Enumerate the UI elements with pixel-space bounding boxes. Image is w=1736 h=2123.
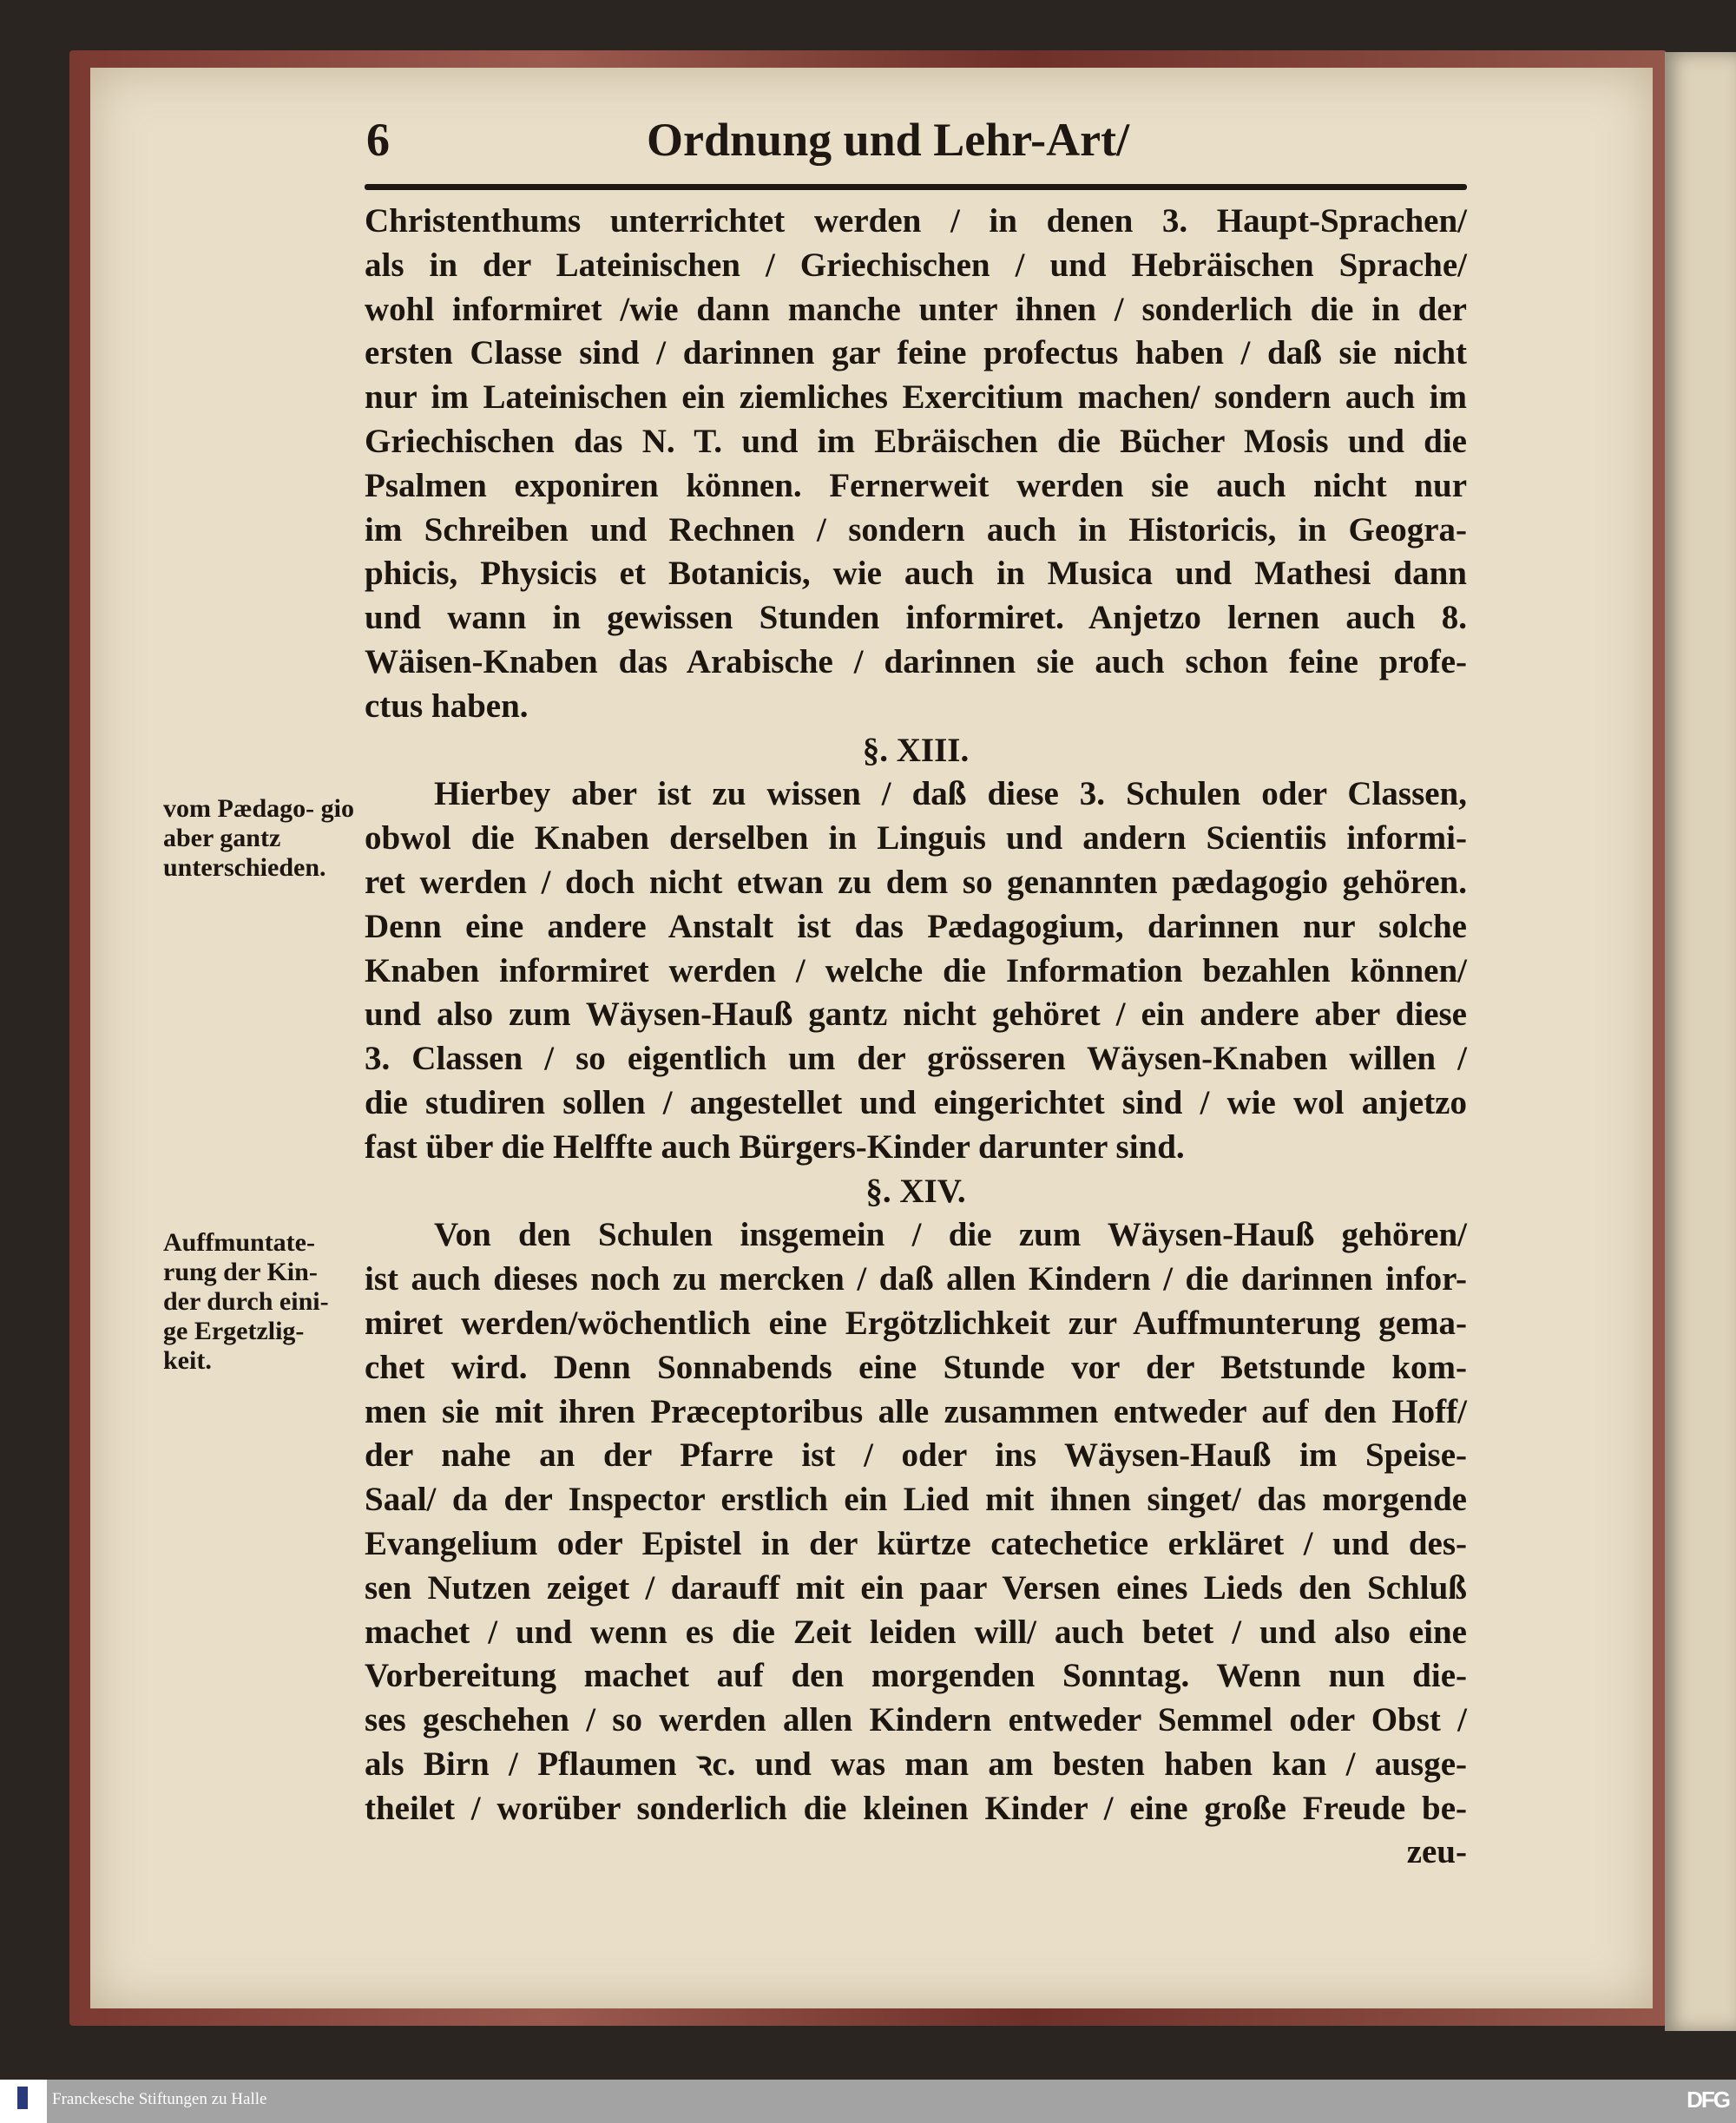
footer-bar [0,2080,1736,2123]
header-rule [365,184,1467,190]
text-line: chet wird. Denn Sonnabends eine Stunde vor der Betstunde kom- [365,1348,1467,1386]
text-line: 3. Classen / so eigentlich um der grösseren Wäysen-Knaben willen / [365,1040,1467,1078]
text-line: Vorbereitung machet auf den morgenden Sonntag. Wenn nun die- [365,1657,1467,1695]
text-line: wohl informiret /wie dann manche unter ihnen / sonderlich die in der [365,290,1467,328]
text-line: §. XIV. [865,1172,966,1210]
text-line: ist auch dieses noch zu mercken / daß allen Kindern / die darinnen infor- [365,1260,1467,1298]
text-line: Saal/ da der Inspector erstlich ein Lied mit ihnen singet/ das morgende [365,1481,1467,1519]
text-line: theilet / worüber sonderlich die kleinen Kinder / eine große Freude be- [365,1789,1467,1827]
running-title: Ordnung und Lehr-Art/ [647,114,1130,166]
main-text [365,200,1467,1875]
text-line: phicis, Physicis et Botanicis, wie auch in Musica und Mathesi dann [365,555,1467,593]
text-line: nur im Lateinischen ein ziemliches Exercitium machen/ sondern auch im [365,378,1467,417]
text-line: im Schreiben und Rechnen / sondern auch in Historicis, in Geogra- [365,510,1467,549]
text-line: sen Nutzen zeiget / darauff mit ein paar Versen eines Lieds den Schluß [365,1568,1467,1607]
text-line: fast über die Helffte auch Bürgers-Kinder darunter sind. [365,1127,1185,1166]
text-line: machet / und wenn es die Zeit leiden will/ auch betet / und also eine [365,1613,1467,1651]
text-line: Wäisen-Knaben das Arabische / darinnen sie auch schon feine profe- [365,642,1467,680]
dfg-logo: DFG [1687,2087,1729,2113]
text-line: und wann in gewissen Stunden informiret. Anjetzo lernen auch 8. [365,599,1467,637]
text-line: als in der Lateinischen / Griechischen / und Hebräischen Sprache/ [365,246,1467,284]
text-line: und also zum Wäysen-Hauß gantz nicht gehöret / ein andere aber diese [365,996,1467,1034]
margin-note: vom Pædago- gio aber gantz unterschieden. [163,794,354,882]
text-line: die studiren sollen / angestellet und eingerichtet sind / wie wol anjetzo [365,1083,1467,1121]
text-line: als Birn / Pflaumen ꝛc. und was man am besten haben kan / ausge- [365,1745,1467,1783]
text-line: ctus haben. [365,687,529,725]
text-line: Psalmen exponiren können. Fernerweit werden sie auch nicht nur [365,466,1467,504]
next-page-edge [1665,52,1736,2031]
text-line: Christenthums unterrichtet werden / in denen 3. Haupt-Sprachen/ [365,202,1467,240]
text-line: Hierbey aber ist zu wissen / daß diese 3. Schulen oder Classen, [434,775,1467,813]
margin-note: Auffmuntate- rung der Kin- der durch eini- ge Ergetzlig- keit. [163,1228,329,1375]
institution-logo-icon [0,2080,47,2123]
text-line: zeu- [1406,1833,1467,1871]
text-line: Denn eine andere Anstalt ist das Pædagogium, darinnen nur solche [365,907,1467,945]
institution-name: Franckesche Stiftungen zu Halle [52,2090,267,2108]
page-number: 6 [366,114,390,166]
text-line: der nahe an der Pfarre ist / oder ins Wäysen-Hauß im Speise- [365,1436,1467,1475]
text-line: Knaben informiret werden / welche die Information bezahlen können/ [365,951,1467,989]
text-line: ersten Classe sind / darinnen gar feine profectus haben / daß sie nicht [365,334,1467,372]
text-line: §. XIII. [862,731,970,769]
text-line: men sie mit ihren Præceptoribus alle zusammen entweder auf den Hoff/ [365,1392,1467,1430]
text-line: Von den Schulen insgemein / die zum Wäysen-Hauß gehören/ [434,1216,1467,1254]
text-line: ret werden / doch nicht etwan zu dem so genannten pædagogio gehören. [365,863,1467,901]
text-line: Evangelium oder Epistel in der kürtze catechetice erkläret / und des- [365,1524,1467,1562]
text-line: Griechischen das N. T. und im Ebräischen die Bücher Mosis und die [365,422,1467,460]
text-line: miret werden/wöchentlich eine Ergötzlichkeit zur Auffmunterung gema- [365,1304,1467,1342]
text-line: ses geschehen / so werden allen Kindern entweder Semmel oder Obst / [365,1701,1467,1739]
text-line: obwol die Knaben derselben in Linguis und andern Scientiis informi- [365,819,1467,858]
